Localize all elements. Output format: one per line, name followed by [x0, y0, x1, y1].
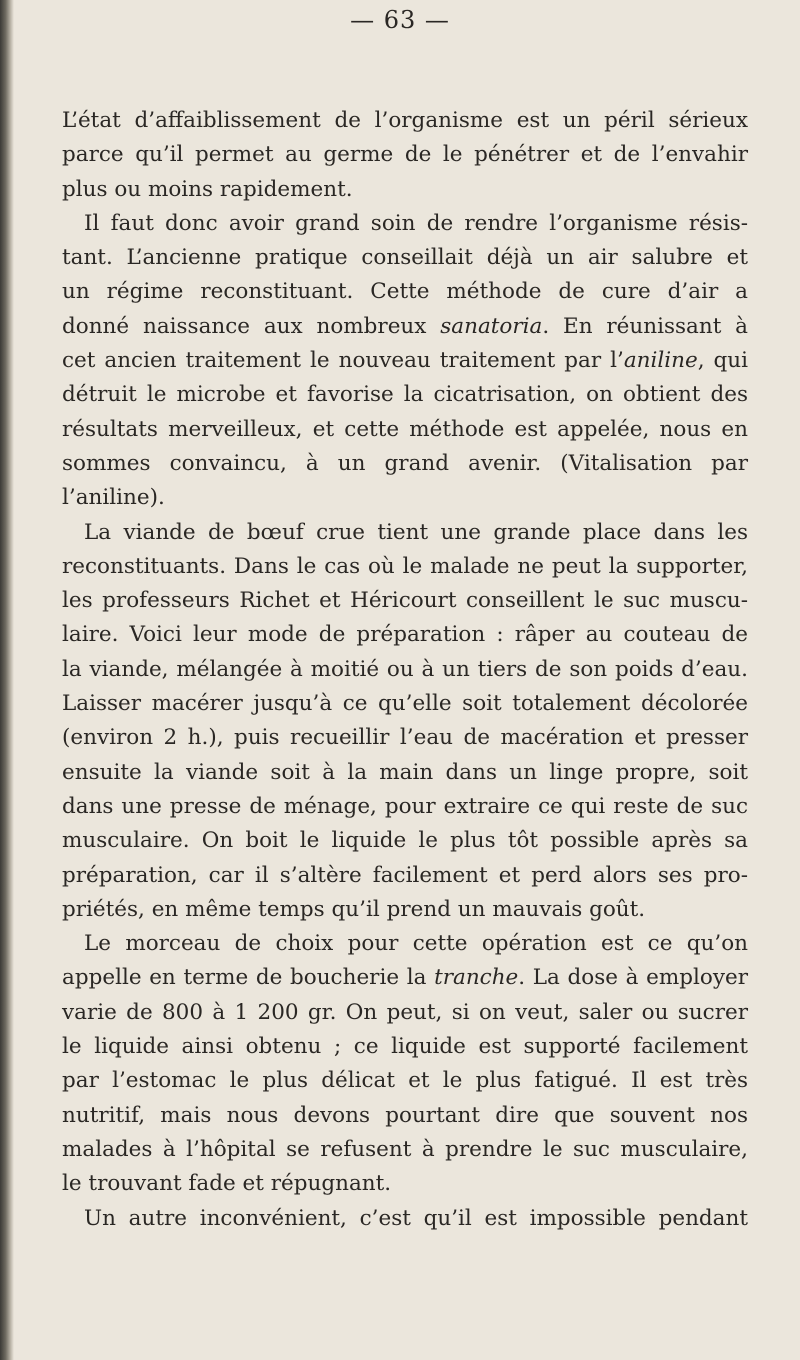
text-line: Il faut donc avoir grand soin de rendre l’organisme résis- [84, 210, 748, 236]
text-line: reconstituants. Dans le cas où le malade ne peut la supporter, [62, 553, 748, 579]
page-text [62, 104, 748, 1236]
text-line: les professeurs Richet et Héricourt conseillent le suc muscu- [62, 588, 748, 614]
paragraph-4 [62, 927, 748, 1201]
text-line: L’état d’affaiblissement de l’organisme est un péril sérieux [62, 108, 748, 133]
text-line: le liquide ainsi obtenu ; ce liquide est supporté facilement [62, 1034, 748, 1060]
text-line: malades à l’hôpital se refusent à prendre le suc musculaire, [62, 1136, 748, 1162]
paragraph-5 [62, 1202, 748, 1236]
italic-term: aniline [623, 348, 698, 374]
page-binding-edge [0, 0, 14, 1360]
text-line: sommes convaincu, à un grand avenir. (Vitalisation par [62, 450, 748, 476]
text-line: un régime reconstituant. Cette méthode de cure d’air a [62, 279, 748, 305]
text-line: tant. L’ancienne pratique conseillait déjà un air salubre et [62, 245, 748, 271]
page-number: — 63 — [350, 6, 450, 34]
text-line: (environ 2 h.), puis recueillir l’eau de macération et presser [62, 725, 748, 751]
text-line: Le morceau de choix pour cette opération est ce qu’on [84, 931, 748, 957]
text-line: Un autre inconvénient, c’est qu’il est impossible pendant [84, 1205, 748, 1231]
text-line: le trouvant fade et répugnant. [62, 1171, 392, 1197]
text-line: par l’estomac le plus délicat et le plus fatigué. Il est très [62, 1068, 748, 1094]
italic-term: tranche [434, 965, 519, 991]
text-line-with-italic: appelle en terme de boucherie la tranche. La dose à employer [62, 965, 748, 991]
text-line: priétés, en même temps qu’il prend un mauvais goût. [62, 896, 646, 922]
text-line: laire. Voici leur mode de préparation : râper au couteau de [62, 622, 748, 648]
paragraph-1 [62, 104, 748, 207]
paragraph-3 [62, 516, 748, 928]
text-line: musculaire. On boit le liquide le plus tôt possible après sa [62, 828, 748, 854]
text-line: l’aniline). [62, 485, 165, 511]
text-line: résultats merveilleux, et cette méthode est appelée, nous en [62, 416, 748, 442]
text-line: Laisser macérer jusqu’à ce qu’elle soit totalement décolorée [62, 691, 748, 717]
text-line: parce qu’il permet au germe de le pénétrer et de l’envahir [62, 142, 748, 168]
text-line: dans une presse de ménage, pour extraire ce qui reste de suc [62, 793, 748, 819]
text-line: ensuite la viande soit à la main dans un linge propre, soit [62, 759, 748, 785]
text-line: la viande, mélangée à moitié ou à un tiers de son poids d’eau. [62, 656, 748, 682]
text-line: nutritif, mais nous devons pourtant dire que souvent nos [62, 1102, 748, 1128]
text-line: La viande de bœuf crue tient une grande place dans les [84, 519, 748, 545]
paragraph-2 [62, 207, 748, 516]
text-line: varie de 800 à 1 200 gr. On peut, si on veut, saler ou sucrer [62, 999, 748, 1025]
text-line-with-italic: donné naissance aux nombreux sanatoria. En réunissant à [62, 313, 748, 339]
text-line: préparation, car il s’altère facilement et perd alors ses pro- [62, 862, 748, 888]
italic-term: sanatoria [440, 313, 543, 339]
text-line: détruit le microbe et favorise la cicatrisation, on obtient des [62, 382, 748, 408]
text-line-with-italic: cet ancien traitement le nouveau traitement par l’aniline, qui [62, 348, 749, 374]
text-line: plus ou moins rapidement. [62, 176, 353, 202]
